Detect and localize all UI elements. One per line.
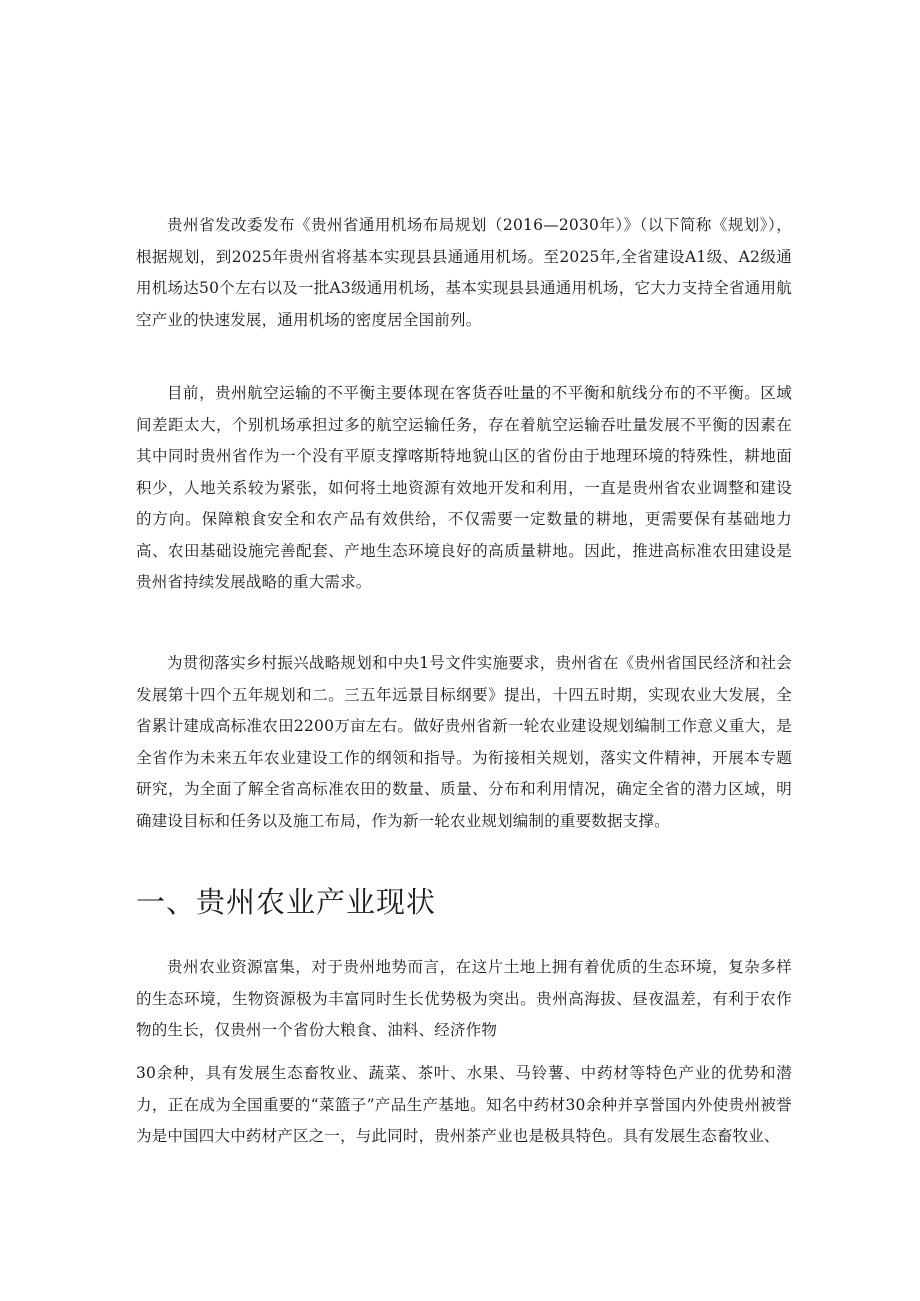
paragraph-farmland-plan: 为贯彻落实乡村振兴战略规划和中央1号文件实施要求，贵州省在《贵州省国民经济和社会发展第十四个五年规划和二。三五年远景目标纲要》提出，十四五时期，实现农业大发展，全省累计建成高标准农田2200万亩左右。做好贵州省新一轮农业建设规划编制工作意义重大，是全省作为未来五年农业建设工作的纲领和指导。为衔接相关规划，落实文件精神，开展本专题研究，为全面了解全省高标准农田的数量、质量、分布和利用情况，确定全省的潜力区域，明确建设目标和任务以及施工布局，作为新一轮农业规划编制的重要数据支撑。	[136, 654, 792, 830]
intro-paragraph-airport-plan: 贵州省发改委发布《贵州省通用机场布局规划（2016—2030年）》（以下简称《规划》），根据规划，到2025年贵州省将基本实现县县通通用机场。至2025年,全省建设A1级、A2级通用机场达50个左右以及一批A3级通用机场，基本实现县县通通用机场，它大力支持全省通用航空产业的快速发展，通用机场的密度居全国前列。	[136, 216, 792, 329]
paragraph-aviation-imbalance: 目前，贵州航空运输的不平衡主要体现在客货吞吐量的不平衡和航线分布的不平衡。区域间差距太大，个别机场承担过多的航空运输任务，存在着航空运输吞吐量发展不平衡的因素在其中同时贵州省作为一个没有平原支撑喀斯特地貌山区的省份由于地理环境的特殊性，耕地面积少，人地关系较为紧张，如何将土地资源有效地开发和利用，一直是贵州省农业调整和建设的方向。保障粮食安全和农产品有效供给，不仅需要一定数量的耕地，更需要保有基础地力高、农田基础设施完善配套、产地生态环境良好的高质量耕地。因此，推进高标准农田建设是贵州省持续发展战略的重大需求。	[136, 384, 792, 591]
paragraph-specialty-industries: 30余种，具有发展生态畜牧业、蔬菜、茶叶、水果、马铃薯、中药材等特色产业的优势和潜力，正在成为全国重要的“菜篮子”产品生产基地。知名中药材30余种并享誉国内外使贵州被誉为是中国四大中药材产区之一，与此同时，贵州茶产业也是极具特色。具有发展生态畜牧业、	[136, 1064, 792, 1145]
section-heading: 一、贵州农业产业现状	[136, 885, 437, 919]
paragraph-agriculture-resources: 贵州农业资源富集，对于贵州地势而言，在这片土地上拥有着优质的生态环境，复杂多样的生态环境，生物资源极为丰富同时生长优势极为突出。贵州高海拔、昼夜温差，有利于农作物的生长，仅贵州一个省份大粮食、油料、经济作物	[136, 958, 792, 1039]
